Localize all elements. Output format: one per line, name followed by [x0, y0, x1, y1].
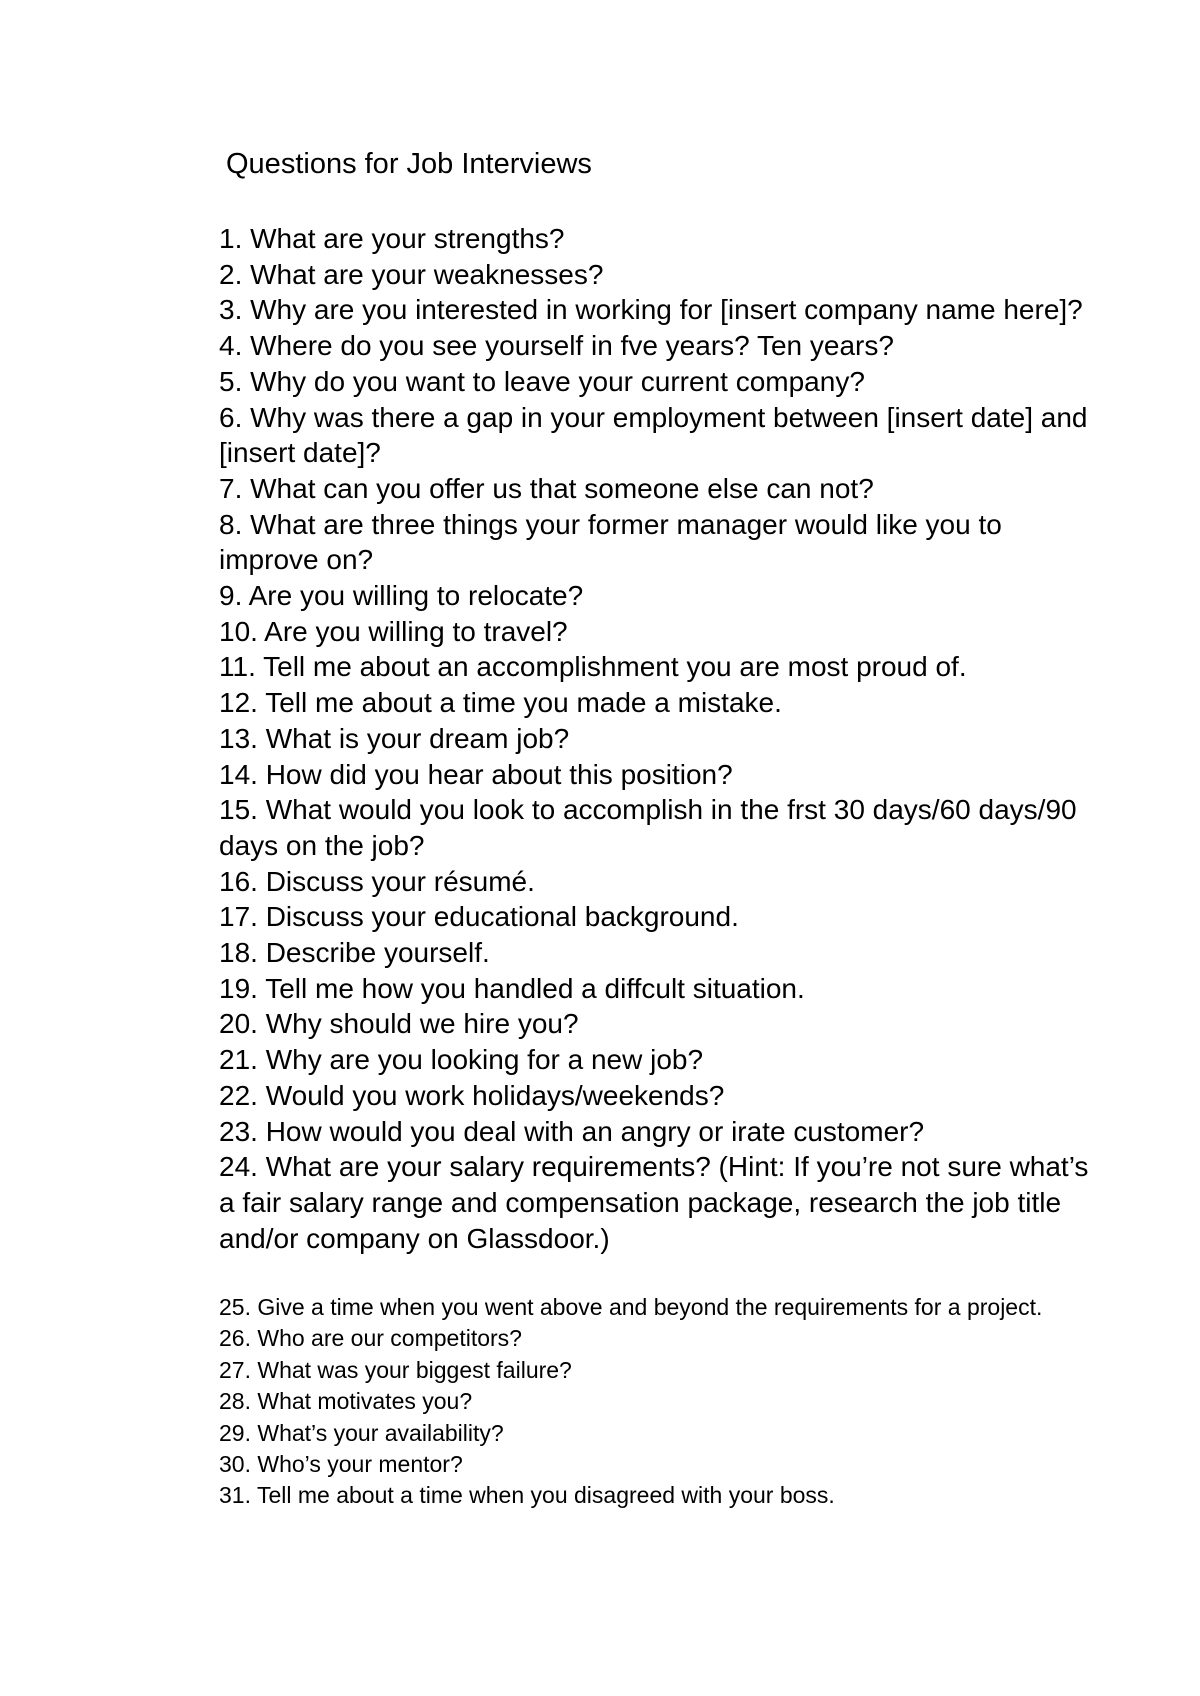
question-item: 17. Discuss your educational background.	[219, 901, 739, 933]
question-item: 4. Where do you see yourself in fve years? Ten years?	[219, 330, 894, 362]
question-item: 8. What are three things your former manager would like you to improve on?	[219, 508, 1002, 576]
question-item: 19. Tell me how you handled a diffcult situation.	[219, 972, 805, 1004]
question-item: 31. Tell me about a time when you disagreed with your boss.	[219, 1482, 835, 1509]
question-item: 27. What was your biggest failure?	[219, 1356, 572, 1383]
question-item: 16. Discuss your résumé.	[219, 865, 535, 897]
question-item: 5. Why do you want to leave your current company?	[219, 365, 865, 397]
question-item: 24. What are your salary requirements? (Hint: If you’re not sure what’s a fair salary range and compensation package, research the job title and/or company on Glassdoor.)	[219, 1151, 1089, 1254]
question-item: 18. Describe yourself.	[219, 937, 490, 969]
question-item: 26. Who are our competitors?	[219, 1325, 522, 1352]
question-item: 14. How did you hear about this position?	[219, 758, 733, 790]
question-item: 21. Why are you looking for a new job?	[219, 1044, 704, 1076]
question-list-large	[219, 221, 1089, 1256]
question-item: 6. Why was there a gap in your employment between [insert date] and [insert date]?	[219, 401, 1088, 469]
question-item: 30. Who’s your mentor?	[219, 1451, 463, 1478]
question-item: 23. How would you deal with an angry or irate customer?	[219, 1115, 925, 1147]
question-item: 11. Tell me about an accomplishment you are most proud of.	[219, 651, 967, 683]
question-item: 15. What would you look to accomplish in the frst 30 days/60 days/90 days on the job?	[219, 794, 1077, 861]
question-item: 20. Why should we hire you?	[219, 1008, 579, 1040]
question-item: 28. What motivates you?	[219, 1388, 473, 1415]
question-item: 7. What can you offer us that someone else can not?	[219, 472, 874, 504]
question-item: 1. What are your strengths?	[219, 223, 565, 254]
question-item: 13. What is your dream job?	[219, 722, 570, 754]
document-title: Questions for Job Interviews	[226, 148, 592, 180]
question-item: 2. What are your weaknesses?	[219, 258, 604, 290]
question-item: 10. Are you willing to travel?	[219, 615, 568, 647]
question-item: 9. Are you willing to relocate?	[219, 580, 584, 612]
question-item: 22. Would you work holidays/weekends?	[219, 1079, 725, 1111]
question-item: 29. What’s your availability?	[219, 1419, 504, 1446]
question-item: 25. Give a time when you went above and beyond the requirements for a project.	[219, 1294, 1043, 1320]
question-list-small	[219, 1292, 1089, 1512]
question-item: 12. Tell me about a time you made a mistake.	[219, 687, 782, 719]
question-item: 3. Why are you interested in working for [insert company name here]?	[219, 294, 1083, 326]
